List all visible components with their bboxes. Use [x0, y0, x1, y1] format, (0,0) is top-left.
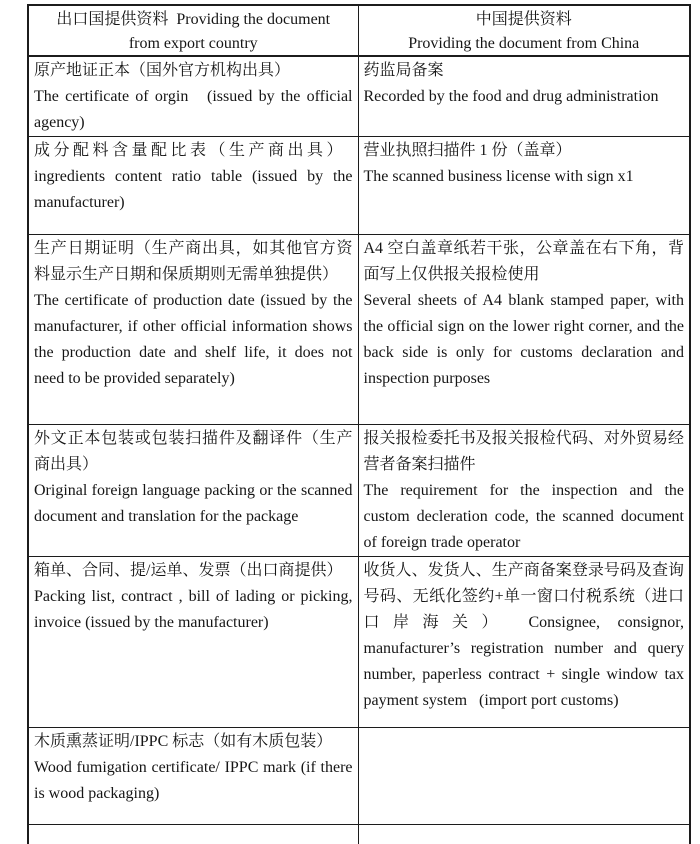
china-cell: [358, 137, 690, 235]
cell-text-en: The certificate of production date (issued by the manufacturer, if other official information shows the production date and shelf life, it does not need to be provided separately): [34, 292, 353, 387]
cell-text-en: Recorded by the food and drug administration: [363, 88, 659, 105]
cell-text-en: Original foreign language packing or the scanned document and translation for the package: [34, 482, 353, 525]
export-cell: [28, 728, 358, 825]
cell-text-en: ingredients content ratio table (issued by the manufacturer): [34, 168, 353, 211]
table-row-certificate-of-origin: [28, 56, 690, 137]
cell-text-zh: 外文正本包装或包装扫描件及翻译件（生产商出具）: [34, 430, 353, 473]
table-row-packaging-translation: [28, 425, 690, 557]
customs-documents-table: [27, 4, 691, 844]
cell-text-en: Wood fumigation certificate/ IPPC mark (if there is wood packaging): [34, 759, 353, 802]
export-cell: [28, 137, 358, 235]
china-cell: [358, 728, 690, 825]
china-cell: [358, 56, 690, 137]
china-cell: [358, 557, 690, 728]
table-row-ingredients-table: [28, 137, 690, 235]
cell-text-zh: 木质熏蒸证明/IPPC 标志（如有木质包装）: [34, 733, 333, 750]
header-export-line1: 出口国提供资料 Providing the document: [56, 11, 331, 28]
export-cell: [28, 557, 358, 728]
cell-text-zh: 成分配料含量配比表（生产商出具）: [34, 142, 347, 159]
table-row-production-date: [28, 235, 690, 425]
cell-text-zh: 收货人、发货人、生产商备案登录号码及查询号码、无纸化签约+单一窗口付税系统（进口口岸海关） Consignee, consignor, manufacturer’s registration number and query number, paperless contract + single window tax payment system (import port customs): [363, 562, 684, 709]
cell-text-zh: 药监局备案: [363, 62, 444, 79]
header-china-line2: Providing the document from China: [408, 35, 640, 52]
cell-text-en: The scanned business license with sign x1: [363, 168, 634, 185]
table-row-shipping-documents: [28, 557, 690, 728]
cell-text-zh: 营业执照扫描件 1 份（盖章）: [363, 142, 572, 159]
cell-text-zh: A4 空白盖章纸若干张，公章盖在右下角，背面写上仅供报关报检使用: [363, 240, 684, 283]
export-cell: [28, 425, 358, 557]
cell-text-zh: 箱单、合同、提/运单、发票（出口商提供）: [34, 562, 343, 579]
cell-text-en: The certificate of orgin (issued by the official agency): [34, 88, 353, 131]
cell-text-en: The requirement for the inspection and the custom decleration code, the scanned document of foreign trade operator: [363, 482, 684, 551]
header-export-line2: from export country: [128, 35, 258, 52]
header-cell-china: [358, 5, 690, 56]
export-cell: [28, 56, 358, 137]
cell-text-zh: 报关报检委托书及报关报检代码、对外贸易经营者备案扫描件: [363, 430, 684, 473]
china-cell: [358, 825, 690, 844]
china-cell: [358, 235, 690, 425]
cell-text-zh: 生产日期证明（生产商出具，如其他官方资料显示生产日期和保质期则无需单独提供）: [34, 240, 353, 283]
header-china-line1: 中国提供资料: [475, 11, 572, 28]
cell-text-en: Several sheets of A4 blank stamped paper, with the official sign on the lower right corner, and the back side is only for customs declaration and inspection purposes: [363, 292, 684, 387]
export-cell: [28, 235, 358, 425]
cell-text-en: Packing list, contract , bill of lading or picking, invoice (issued by the manufacturer): [34, 588, 353, 631]
table-row-wood-fumigation: [28, 728, 690, 825]
table-row-empty: [28, 825, 690, 844]
header-cell-export-country: [28, 5, 358, 56]
cell-text-zh: 原产地证正本（国外官方机构出具）: [34, 62, 291, 79]
table-header-row: [28, 5, 690, 56]
export-cell: [28, 825, 358, 844]
china-cell: [358, 425, 690, 557]
